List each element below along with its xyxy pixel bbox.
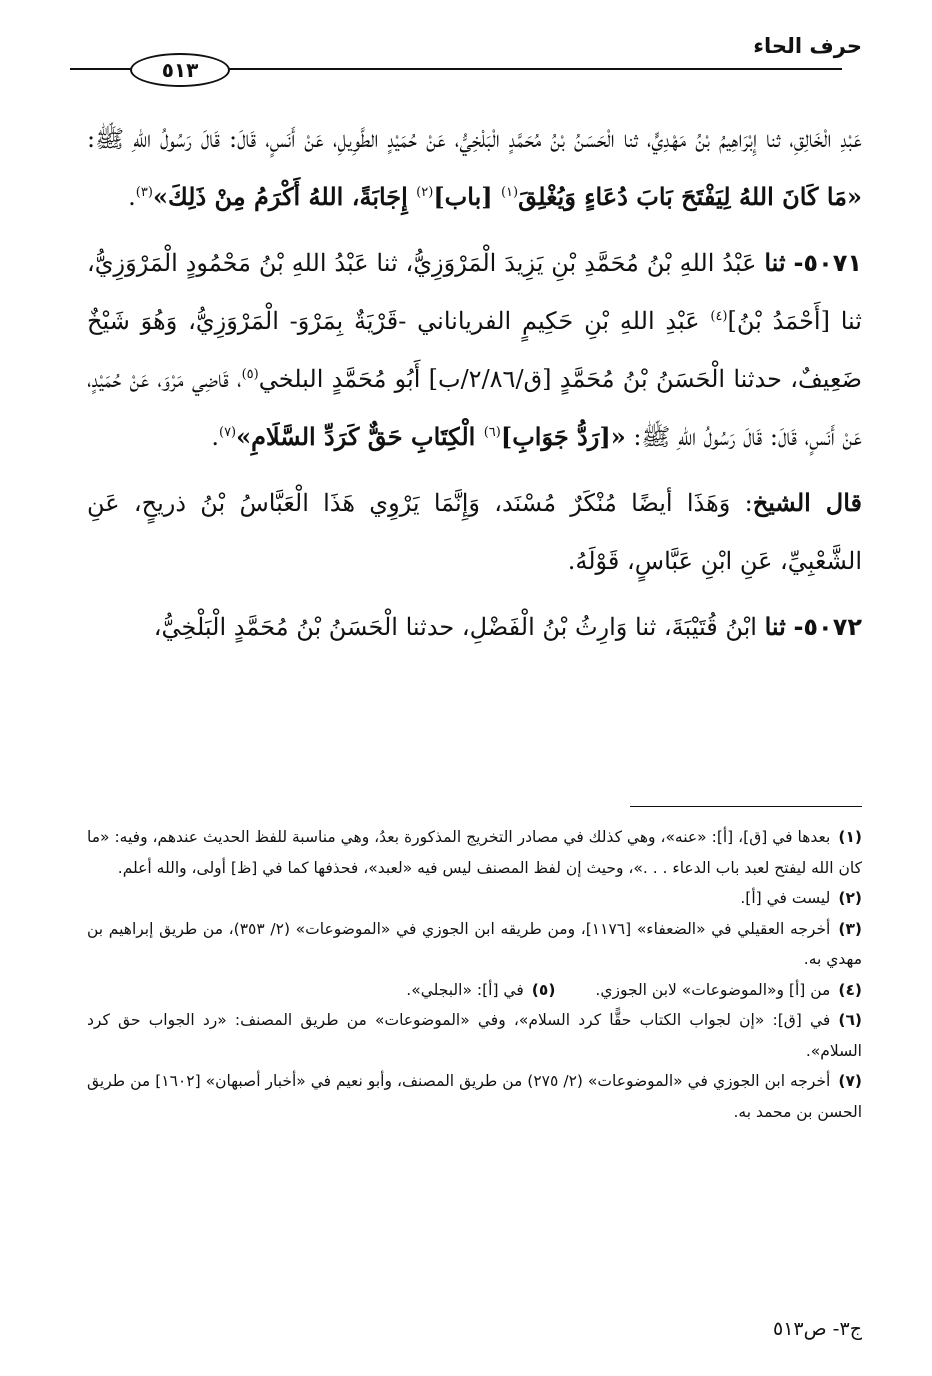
footnote-number: (٧): [838, 1072, 862, 1090]
footnote-ref: (٤): [710, 309, 728, 324]
footnote-ref: (٥): [241, 367, 259, 382]
paragraph-4: [87, 598, 862, 656]
footnote-text: أخرجه ابن الجوزي في «الموضوعات» (٢/ ٢٧٥) من طريق المصنف، وأبو نعيم في «أخبار أصبهان» [١٦٠٢] من طريق الحسن بن محمد به.: [87, 1072, 862, 1121]
text-run: ، قَاضِي مَرْوَ، عَنْ حُمَيْدٍ، عَنْ أَنَسٍ، قَالَ: قَالَ رَسُولُ اللهِ ﷺ:: [87, 365, 862, 451]
hadith-quote: «[رَدُّ جَوَابِ]: [500, 422, 626, 451]
page-number-badge: ٥١٣: [130, 53, 230, 87]
paragraph-lead: ثنا: [764, 248, 786, 277]
footnote-1: [87, 822, 862, 883]
text-run: عَبْدُ اللهِ بْنُ مُحَمَّدِ بْنِ يَزِيدَ الْمَرْوَزِيُّ، ثنا عَبْدُ اللهِ بْنُ مَحْمُودٍ الْمَرْوَزِيُّ، ثنا [أَحْمَدُ بْنُ]: [87, 249, 862, 335]
footnote-number: (٣): [838, 919, 862, 938]
text-run: .: [128, 183, 136, 211]
hadith-quote: «مَا كَانَ اللهُ لِيَفْتَحَ بَابَ دُعَاءٍ وَيُغْلِقَ: [518, 182, 862, 211]
hadith-number: ٥٠٧٢-: [793, 613, 862, 641]
paragraph-2: [87, 234, 862, 466]
footnote-number: (٢): [838, 889, 862, 907]
footnote-text: بعدها في [ق]، [أ]: «عنه»، وهي كذلك في مصادر التخريج المذكورة بعدُ، وهي مناسبة للفظ الحديث عندهم، وفيه: «ما كان الله ليفتح لعبد باب الدعاء . . .»، وحيث إن لفظ المصنف ليس فيه «لعبد»، فحذفها كما في [ظ] أولى، والله أعلم.: [87, 828, 862, 877]
text-run: .: [211, 423, 219, 451]
text-run: [باب]: [433, 182, 501, 211]
footnote-7: [87, 1066, 862, 1127]
text-run: ابْنُ قُتَيْبَةَ، ثنا وَارِثُ بْنُ الْفَضْلِ، حدثنا الْحَسَنُ بْنُ مُحَمَّدٍ الْبَلْخِيُّ،: [153, 613, 765, 641]
footnote-ref: (٢): [416, 185, 434, 200]
footnote-ref: (٦): [483, 425, 501, 440]
paragraph-lead: قال الشيخ: [752, 488, 863, 517]
hadith-quote: إِجَابَةً، اللهُ أَكْرَمُ مِنْ ذَلِكَ»: [152, 182, 417, 211]
footnote-number: (٥): [531, 980, 556, 999]
footnote-text: في [ق]: «إن لجواب الكتاب حقًّا كرد السلام»، وفي «الموضوعات» من طريق المصنف: «رد الجواب حق كرد السلام».: [87, 1011, 862, 1060]
footnote-separator: [630, 806, 862, 807]
text-run: : وَهَذَا أيضًا مُنْكَرٌ مُسْنَد، وَإِنَّمَا يَرْوِي هَذَا الْعَبَّاسُ بْنُ ذريحٍ، عَنِ الشَّعْبِيِّ، عَنِ ابْنِ عَبَّاسٍ، قَوْلَهُ.: [87, 489, 862, 575]
hadith-quote: الْكِتَابِ حَقٌّ كَرَدِّ السَّلَامِ»: [236, 422, 484, 451]
footnote-3: [87, 914, 862, 975]
volume-page-reference: ج٣- ص٥١٣: [773, 1318, 862, 1340]
running-header-title: حرف الحاء: [753, 34, 862, 58]
text-run: عَبْدِ اللهِ بْنِ حَكِيمٍ الفرياناني -قَرْيَةٌ بِمَرْوَ- الْمَرْوَزِيُّ، وَهُوَ شَيْخٌ ضَعِيفٌ، حدثنا الْحَسَنُ بْنُ مُحَمَّدٍ [ق/٢/٨٦/ب] أَبُو مُحَمَّدٍ البلخي: [87, 307, 862, 393]
text-run: عَبْدِ الْخَالِقِ، ثنا إِبْرَاهِيمُ بْنُ مَهْدِيٍّ، ثنا الْحَسَنُ بْنُ مُحَمَّدٍ الْبَلْخِيُّ، عَنْ حُمَيْدٍ الطَّوِيلِ، عَنْ أَنَسٍ، قَالَ: قَالَ رَسُولُ اللهِ ﷺ:: [87, 125, 862, 153]
footnote-number: (٦): [838, 1011, 862, 1029]
paragraph-1: [87, 110, 862, 226]
main-text: [87, 110, 862, 664]
footnote-number: (١): [838, 828, 862, 846]
footnote-text: ليست في [أ].: [740, 889, 831, 907]
paragraph-lead: ثنا: [764, 612, 786, 641]
footnote-4-5: [87, 975, 862, 1006]
footnote-text: في [أ]: «البجلي».: [406, 980, 524, 999]
footnotes: [87, 822, 862, 1127]
footnote-text: أخرجه العقيلي في «الضعفاء» [١١٧٦]، ومن طريقه ابن الجوزي في «الموضوعات» (٢/ ٣٥٣)، من طريق إبراهيم بن مهدي به.: [87, 919, 862, 968]
paragraph-3: [87, 474, 862, 590]
footnote-number: (٤): [838, 980, 862, 999]
footnote-ref: (٣): [135, 185, 153, 200]
footnote-ref: (٧): [218, 425, 237, 440]
footnote-ref: (١): [500, 185, 519, 200]
footnote-6: [87, 1005, 862, 1066]
hadith-number: ٥٠٧١-: [793, 249, 863, 277]
footnote-text: من [أ] و«الموضوعات» لابن الجوزي.: [595, 980, 831, 999]
footnote-2: [87, 883, 862, 914]
